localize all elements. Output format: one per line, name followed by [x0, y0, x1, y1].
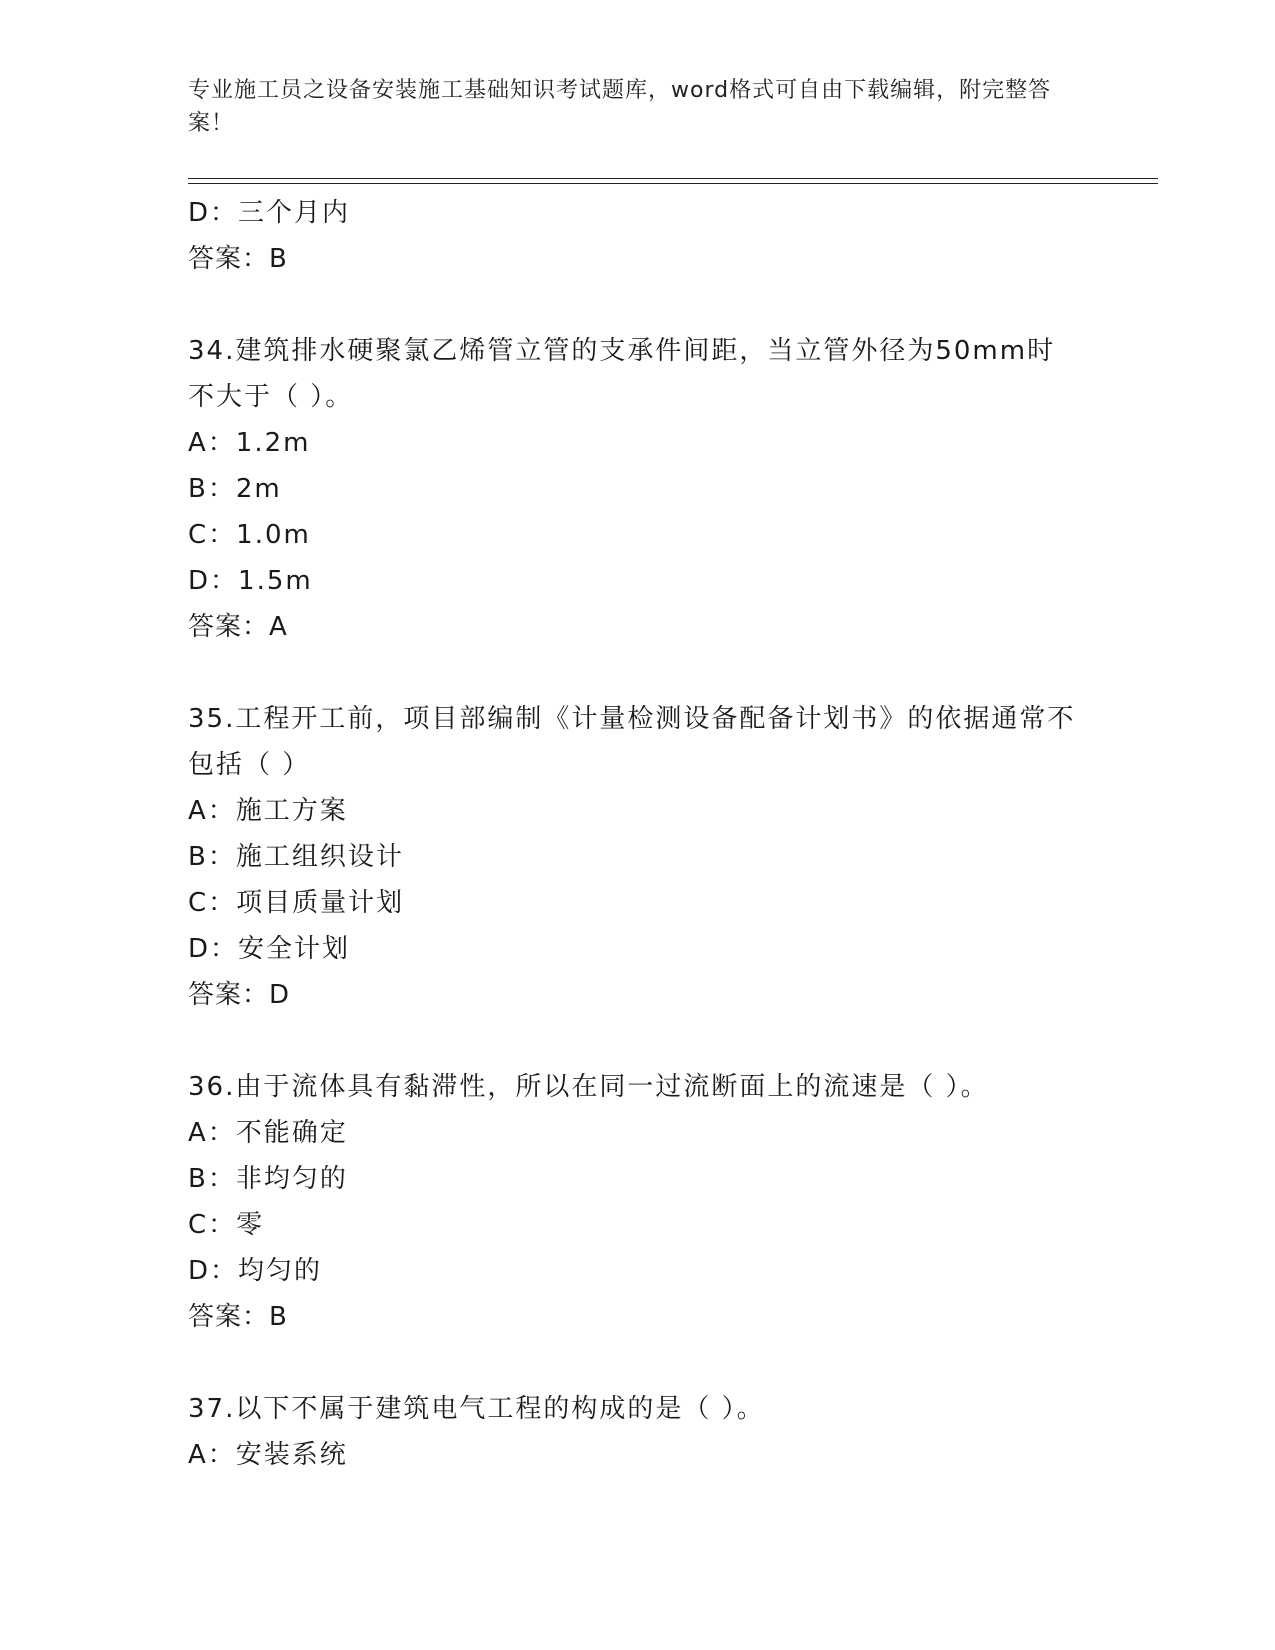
option-c: C：零	[188, 1210, 265, 1240]
option-c: C：1.0m	[188, 520, 311, 550]
answer-line: 答案：A	[188, 612, 288, 642]
question-37	[188, 1386, 1088, 1478]
question-34	[188, 328, 1088, 650]
option-b: B：施工组织设计	[188, 842, 404, 872]
question-36	[188, 1064, 1088, 1340]
option-c: C：项目质量计划	[188, 888, 405, 918]
question-stem: 35.工程开工前，项目部编制《计量检测设备配备计划书》的依据通常不包括（ ）	[188, 704, 1076, 780]
question-35	[188, 696, 1088, 1018]
option-a: A：不能确定	[188, 1118, 348, 1148]
question-stem: 36.由于流体具有黏滞性，所以在同一过流断面上的流速是（ ）。	[188, 1072, 989, 1102]
option-b: B：非均匀的	[188, 1164, 348, 1194]
header-divider-top	[188, 178, 1158, 179]
option-d: D：安全计划	[188, 934, 351, 964]
question-stem: 34.建筑排水硬聚氯乙烯管立管的支承件间距，当立管外径为50mm时不大于（ ）。	[188, 336, 1056, 412]
answer-line: 答案：B	[188, 1302, 288, 1332]
option-d: D：1.5m	[188, 566, 313, 596]
option-a: A：1.2m	[188, 428, 311, 458]
header-divider-bottom	[188, 183, 1158, 184]
option-d: D：均匀的	[188, 1256, 323, 1286]
option-d: D：三个月内	[188, 198, 351, 228]
document-header: 专业施工员之设备安装施工基础知识考试题库，word格式可自由下载编辑，附完整答案！	[188, 78, 1052, 136]
option-b: B：2m	[188, 474, 282, 504]
question-stem: 37.以下不属于建筑电气工程的构成的是（ ）。	[188, 1394, 765, 1424]
question-list	[188, 190, 1088, 1478]
answer-line: 答案：B	[188, 244, 288, 274]
option-a: A：施工方案	[188, 796, 348, 826]
option-a: A：安装系统	[188, 1440, 348, 1470]
previous-question-tail	[188, 190, 1088, 282]
answer-line: 答案：D	[188, 980, 291, 1010]
